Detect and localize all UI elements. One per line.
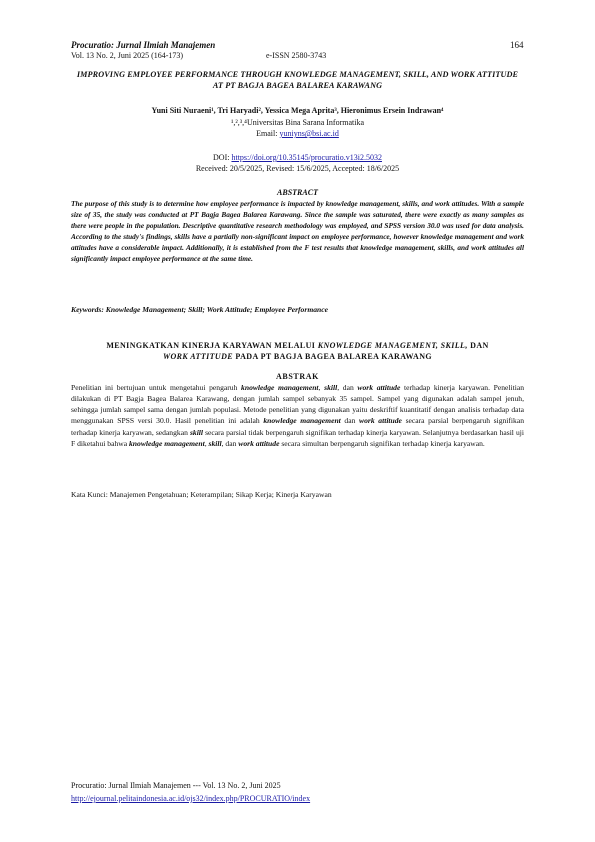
abstrak-segment: secara parsial tidak berpengaruh signifikan terhadap kinerja karyawan. Selanjutnya berdasarkan hasil uji F diketahui bahwa (71, 427, 524, 448)
abstrak-term: skill (189, 427, 204, 437)
abstrak-term: skill (208, 438, 222, 448)
abstrak-segment: , (318, 383, 325, 392)
abstrak-segment: , (204, 438, 209, 448)
abstrak-segment: , dan (337, 383, 358, 392)
abstrak-segment: secara parsial berpengaruh signifikan terhadap kinerja karyawan, sedangkan (71, 416, 525, 437)
footer-citation: Procuratio: Jurnal Ilmiah Manajemen --- Vol. 13 No. 2, Juni 2025 (71, 781, 281, 790)
title-id-italic: WORK ATTITUDE (162, 352, 234, 361)
abstrak-term: work attitude (359, 416, 402, 426)
doi-link[interactable]: https://doi.org/10.35145/procuratio.v13i2.5032 (231, 153, 382, 162)
abstrak-segment: Penelitian ini bertujuan untuk mengetahui pengaruh (71, 383, 242, 392)
abstrak-segment: terhadap kinerja karyawan. Penelitian dilakukan di PT Bagja Bagea Balarea Karawang, dengan jumlah sampel sebanyak 35 sampel. Sampel yang digunakan adalah sampel jenuh, sehingga jumlah sampel sama dengan jumlah populasi. Metode penelitian yang digunakan yaitu deskriftif kuantitatif dengan analisis terhadap data menggunakan SPSS versi 30.0. Hasil penelitian ini adalah (71, 383, 525, 426)
abstrak-term: work attitude (238, 438, 280, 448)
page-number: 164 (510, 40, 524, 50)
doi-line (71, 153, 524, 162)
abstrak-heading: ABSTRAK (276, 372, 319, 381)
abstrak-segment: secara simultan berpengaruh signifikan terhadap kinerja karyawan. (279, 438, 485, 448)
abstrak-term: knowledge management (241, 383, 319, 392)
email-label: Email: (256, 129, 280, 138)
kata-kunci: Kata Kunci: Manajemen Pengetahuan; Keterampilan; Sikap Kerja; Kinerja Karyawan (71, 490, 332, 499)
abstrak-term: work attitude (357, 383, 401, 392)
abstrak-text (71, 382, 524, 449)
issn: e-ISSN 2580-3743 (266, 51, 327, 60)
journal-name: Procuratio: Jurnal Ilmiah Manajemen (71, 40, 216, 50)
abstrak-segment: dan (340, 416, 360, 426)
title-id-part: PADA PT BAGJA BAGEA BALAREA KARAWANG (233, 352, 432, 361)
keywords: Keywords: Knowledge Management; Skill; Work Attitude; Employee Performance (71, 305, 328, 314)
authors: Yuni Siti Nuraeni¹, Tri Haryadi², Yessica Mega Aprita³, Hieronimus Ersein Indrawan⁴ (151, 106, 444, 115)
abstrak-term: skill (324, 383, 338, 392)
email-line (71, 129, 524, 138)
abstrak-segment: , dan (221, 438, 239, 448)
email-link[interactable]: yuniyns@bsi.ac.id (279, 129, 339, 138)
doi-label: DOI: (213, 153, 232, 162)
submission-dates: Received: 20/5/2025, Revised: 15/6/2025, Accepted: 18/6/2025 (195, 164, 400, 173)
journal-url-link[interactable]: http://ejournal.pelitaindonesia.ac.id/ojs32/index.php/PROCURATIO/index (71, 794, 311, 803)
title-id-part: MENINGKATKAN KINERJA KARYAWAN MELALUI (106, 341, 318, 350)
affiliation: ¹,²,³,⁴Universitas Bina Sarana Informatika (230, 118, 365, 127)
abstrak-term: knowledge management (129, 438, 205, 448)
volume-info: Vol. 13 No. 2, Juni 2025 (164-173) (71, 51, 184, 60)
title-id-italic: KNOWLEDGE MANAGEMENT, SKILL, (317, 341, 468, 350)
indonesian-title (71, 340, 524, 362)
abstrak-term: knowledge management (263, 416, 341, 426)
paper-title: IMPROVING EMPLOYEE PERFORMANCE THROUGH KNOWLEDGE MANAGEMENT, SKILL, AND WORK ATTITUDE AT PT BAGJA BAGEA BALAREA KARAWANG (76, 70, 519, 90)
title-id-part: DAN (467, 341, 489, 350)
abstract-english: The purpose of this study is to determine how employee performance is impacted by knowledge management, skills, and work attitudes. With a sample size of 35, the study was conducted at PT Bagja Bagea Balarea Karawang. Since the sample was saturated, there were exactly as many samples as there were people in the population. Descriptive quantitative research methodology was employed, and SPSS version 30.0 was used for data analysis. According to the study's findings, skills have a partially non-significant impact on employee performance, however knowledge management and work attitudes have a considerable impact. Additionally, it is established from the F test results that knowledge management, skills, and work attitudes all significantly impact employee performance at the same time. (71, 199, 524, 264)
footer-url (71, 794, 310, 803)
abstract-heading: ABSTRACT (277, 188, 318, 197)
